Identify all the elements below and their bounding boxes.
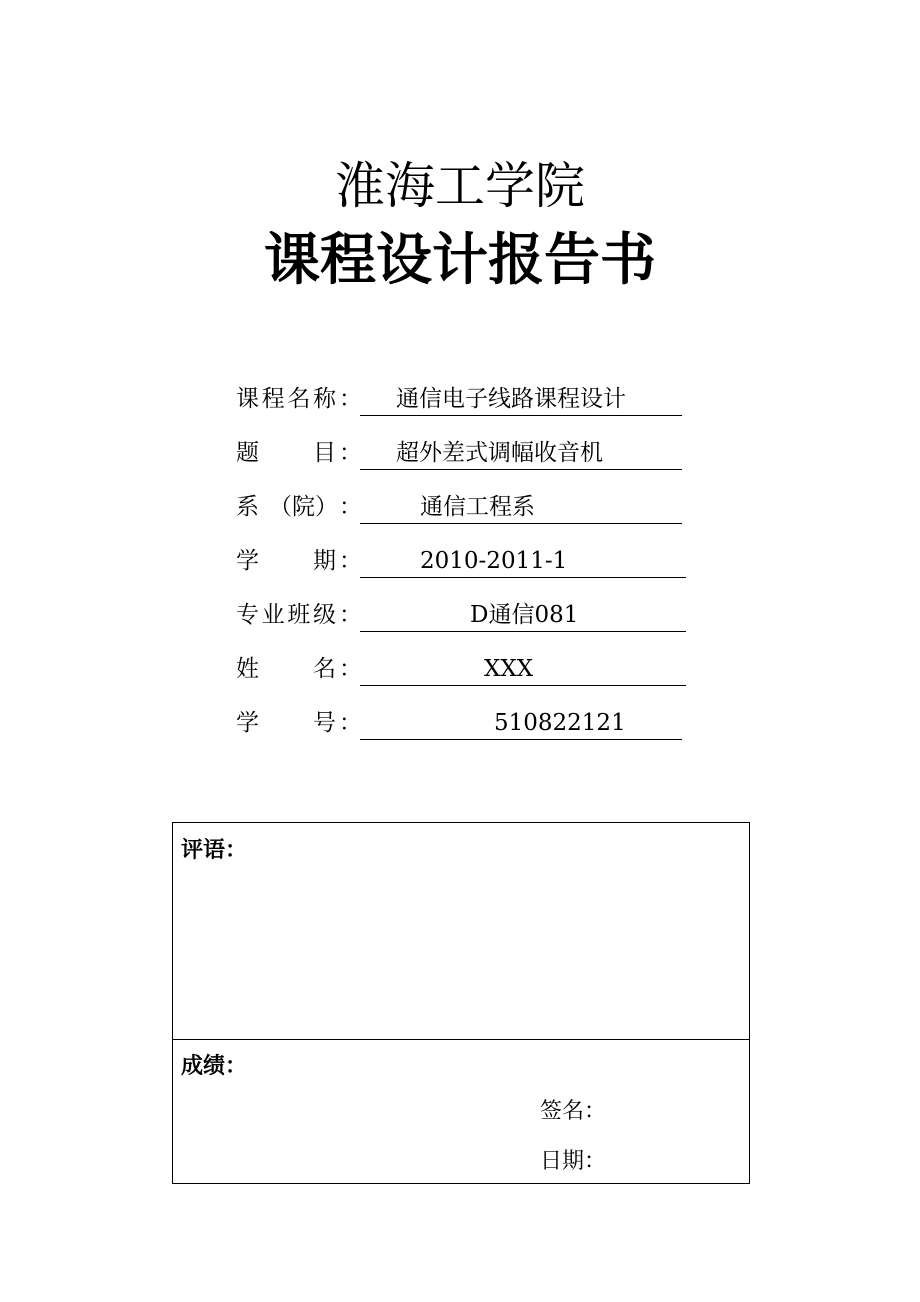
label-char: 系 — [236, 494, 259, 520]
field-label — [236, 490, 339, 524]
label-char: 号 — [313, 710, 336, 736]
label-char: 姓 — [236, 656, 259, 682]
label-char: 名 — [287, 386, 311, 412]
label-char: 课 — [236, 386, 259, 412]
label-char: 级 — [312, 602, 336, 628]
label-char: 名 — [313, 656, 336, 682]
field-colon: ： — [339, 386, 362, 412]
date-label: 日期： — [540, 1149, 607, 1174]
grade-label: 成绩： — [181, 1053, 248, 1079]
label-char: 业 — [261, 602, 285, 628]
field-value-department: 通信工程系 — [420, 494, 535, 520]
field-name — [236, 652, 696, 688]
field-value-student-id: 510822121 — [494, 710, 626, 736]
field-value-topic: 超外差式调幅收音机 — [396, 440, 603, 466]
signature-label: 签名： — [540, 1099, 607, 1124]
field-value-course-name: 通信电子线路课程设计 — [396, 386, 626, 412]
field-colon: ： — [339, 494, 362, 520]
field-department — [236, 490, 696, 526]
field-label — [236, 598, 336, 632]
field-value-name: XXX — [484, 656, 534, 682]
label-char: 专 — [236, 602, 259, 628]
field-topic — [236, 436, 696, 472]
label-char: 目 — [313, 440, 336, 466]
label-char: 班 — [287, 602, 311, 628]
field-colon: ： — [339, 656, 362, 682]
field-colon: ： — [339, 710, 362, 736]
label-char: 程 — [261, 386, 285, 412]
field-course-name — [236, 382, 696, 418]
document-title: 课程设计报告书 — [264, 227, 656, 293]
field-colon: ： — [339, 602, 362, 628]
field-colon: ： — [339, 548, 362, 574]
field-student-id — [236, 706, 696, 742]
label-char: （院） — [269, 494, 338, 520]
label-char: 学 — [236, 710, 259, 736]
field-value-semester: 2010-2011-1 — [420, 548, 568, 574]
label-char: 称 — [312, 386, 336, 412]
label-char: 题 — [236, 440, 259, 466]
label-char: 学 — [236, 548, 259, 574]
evaluation-box — [172, 822, 750, 1184]
field-semester — [236, 544, 696, 580]
field-colon: ： — [339, 440, 362, 466]
field-value-major-class: D通信081 — [470, 602, 579, 628]
label-char: 期 — [313, 548, 336, 574]
evaluation-divider — [173, 1039, 749, 1040]
field-label — [236, 544, 336, 578]
field-label — [236, 706, 336, 740]
field-label — [236, 382, 336, 416]
field-label — [236, 436, 336, 470]
field-major-class — [236, 598, 696, 634]
field-label — [236, 652, 336, 686]
comment-label: 评语： — [181, 837, 248, 863]
school-name: 淮海工学院 — [335, 157, 585, 215]
